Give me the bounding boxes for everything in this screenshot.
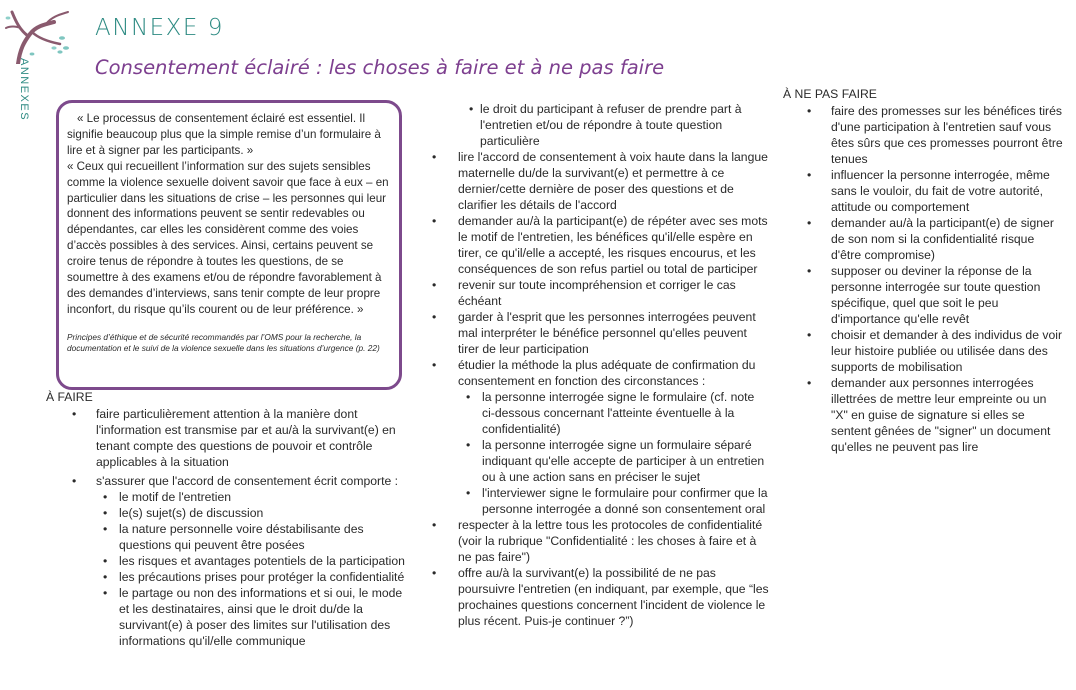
list-item: • supposer ou deviner la réponse de la personne interrogée sur toute question spécifique, quel que soit le peu d'importance qu'elle revêt: [783, 263, 1063, 327]
side-label-annexes: ANNEXES: [18, 58, 30, 122]
consent-contents-list: [96, 489, 406, 649]
sub-list-item: • le motif de l'entretien: [96, 489, 406, 505]
a-faire-heading: À FAIRE: [46, 390, 93, 404]
a-faire-list-continued: [430, 149, 770, 629]
a-ne-pas-faire-list: [783, 103, 1063, 455]
confirmation-methods-list: [458, 389, 770, 517]
sub-list-item: • les précautions prises pour protéger la confidentialité: [96, 569, 406, 585]
list-item: • demander au/à la participant(e) de signer de son nom si la confidentialité risque d'être compromise): [783, 215, 1063, 263]
list-item: • faire particulièrement attention à la manière dont l'information est transmise par et au/à la survivant(e) en tenant compte des questions de pouvoir et contrôle applicables à la situation: [46, 406, 406, 470]
quote-box: [56, 100, 402, 390]
sub-list-item: • la nature personnelle voire déstabilisante des questions qui peuvent être posées: [96, 521, 406, 553]
list-item: • lire l'accord de consentement à voix haute dans la langue maternelle du/de la survivant(e) et permettre à ce dernier/cette dernière de poser des questions et de clarifier les détails de l'accord: [430, 149, 770, 213]
sub-list-item: • le partage ou non des informations et si oui, le mode et les destinataires, ainsi que le droit du/de la survivant(e) à poser des limites sur l'utilisation des informations qu'il/elle communique: [96, 585, 406, 649]
quote-paragraph-2: « Ceux qui recueillent l’information sur des sujets sensibles comme la violence sexuelle doivent savoir que face à eux – en particulier dans les situations de crise – les personnes qui leur donnent des informations peuvent se sentir redevables ou dépendantes, car elles les considèrent comme des voies d’accès possibles à des services. Ainsi, certains peuvent se croire tenus de répondre à toutes les questions, de se soumettre à des examens et/ou de répondre favorablement à des demandes d’interviews, sans tenir compte de leur propre inconfort, du risque qu’ils courent ou de leur préférence. »: [67, 159, 389, 316]
page-subtitle: Consentement éclairé : les choses à faire et à ne pas faire: [95, 56, 665, 79]
quote-paragraph-1: « Le processus de consentement éclairé est essentiel. Il signifie beaucoup plus que la simple remise d’un formulaire à lire et à signer par les participants. »: [67, 112, 381, 157]
list-item: • faire des promesses sur les bénéfices tirés d'une participation à l'entretien sauf vous êtes sûrs que ces promesses pourront être tenues: [783, 103, 1063, 167]
sub-list-item: • le droit du participant à refuser de prendre part à l'entretien et/ou de répondre à toute question particulière: [430, 101, 770, 149]
a-ne-pas-faire-column: [783, 86, 1063, 455]
sub-list-item: • le(s) sujet(s) de discussion: [96, 505, 406, 521]
list-item: • demander aux personnes interrogées illettrées de mettre leur empreinte ou un "X" en guise de signature si elles se sentent gênées de "signer" un document qu'elles ne peuvent pas lire: [783, 375, 1063, 455]
list-item: • garder à l'esprit que les personnes interrogées peuvent mal interpréter le bénéfice personnel qu'elles peuvent tirer de leur participation: [430, 309, 770, 357]
a-faire-column: [46, 389, 406, 649]
list-item: • influencer la personne interrogée, même sans le vouloir, du fait de votre autorité, attitude ou comportement: [783, 167, 1063, 215]
list-item-text: étudier la méthode la plus adéquate de confirmation du consentement en fonction des circonstances :: [458, 358, 756, 388]
list-item: [46, 473, 406, 649]
list-item: • offre au/à la survivant(e) la possibilité de ne pas poursuivre l'entretien (en indiquant, par exemple, que “les prochaines questions concernent l'incident de violence le plus récent. Puis-je continuer ?”): [430, 565, 770, 629]
annex-title: ANNEXE 9: [95, 15, 224, 41]
a-faire-column-continued: [430, 101, 770, 629]
list-item: • choisir et demander à des individus de voir leur histoire publiée ou utilisée dans des supports de mobilisation: [783, 327, 1063, 375]
list-item: • revenir sur toute incompréhension et corriger le cas échéant: [430, 277, 770, 309]
sub-list-item: • la personne interrogée signe le formulaire (cf. note ci-dessous concernant l'atteinte éventuelle à la confidentialité): [458, 389, 770, 437]
quote-source: Principes d’éthique et de sécurité recommandés par l’OMS pour la recherche, la documentation et le suivi de la violence sexuelle dans les situations d’urgence (p. 22): [67, 331, 380, 353]
list-item: • respecter à la lettre tous les protocoles de confidentialité (voir la rubrique "Confidentialité : les choses à faire et à ne pas faire"): [430, 517, 770, 565]
list-item: [430, 357, 770, 517]
list-item: • demander au/à la participant(e) de répéter avec ses mots le motif de l'entretien, les bénéfices qu'il/elle espère en tirer, ce qu'il/elle a accepté, les risques encourus, et les conséquences de son refus partiel ou total de participer: [430, 213, 770, 277]
sub-list-item: • l'interviewer signe le formulaire pour confirmer que la personne interrogée a donné son consentement oral: [458, 485, 770, 517]
sub-list-item: • la personne interrogée signe un formulaire séparé indiquant qu'elle accepte de participer à un entretien ou à une action sans en préciser le sujet: [458, 437, 770, 485]
a-ne-pas-faire-heading: À NE PAS FAIRE: [783, 87, 877, 101]
sub-list-item: • les risques et avantages potentiels de la participation: [96, 553, 406, 569]
list-item-text: s'assurer que l'accord de consentement écrit comporte :: [96, 474, 399, 488]
tree-logo: [2, 4, 72, 64]
a-faire-list: [46, 406, 406, 649]
